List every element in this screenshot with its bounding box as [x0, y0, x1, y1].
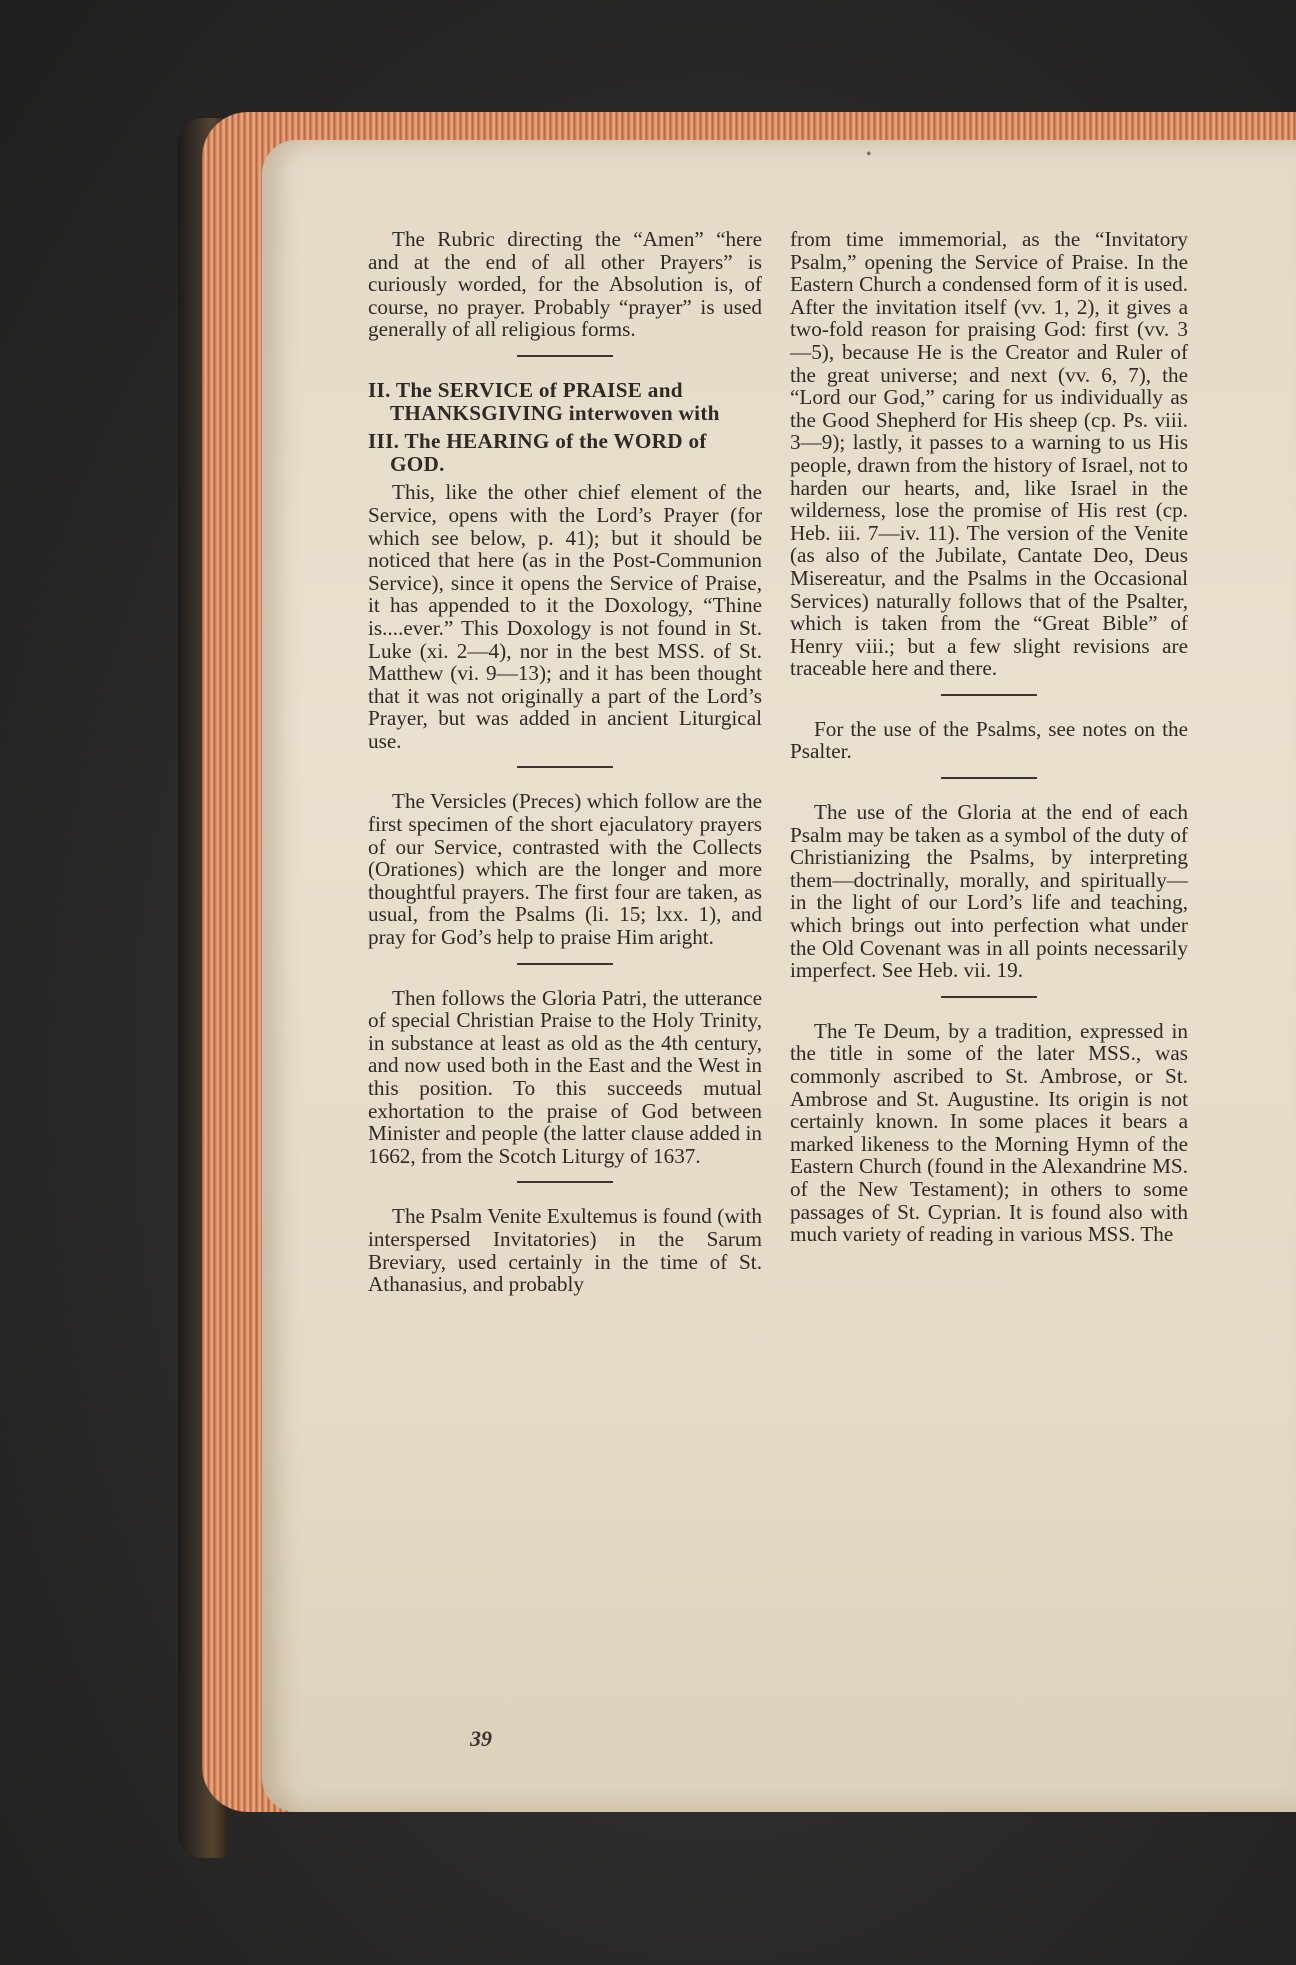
page-number: 39 [470, 1726, 492, 1751]
paragraph-invitatory-psalm: from time immemorial, as the “Invitatory Psalm,” opening the Service of Praise. In the Eastern Church a condensed form of it is used. After the invitation itself (vv. 1, 2), it gives a two-fold reason for praising God: first (vv. 3—5), because He is the Creator and Ruler of the great universe; and next (vv. 6, 7), the “Lord our God,” caring for us individually as the Good Shepherd for His sheep (cp. Ps. viii. 3—9); lastly, it passes to a warning to us His people, drawn from the history of Israel, not to harden our hearts, and, like Israel in the wilderness, lose the promise of His rest (cp. Heb. iii. 7—iv. 11). The version of the Venite (as also of the Jubilate, Cantate Deo, Deus Misereatur, and the Psalms in the Occasional Services) naturally follows that of the Psalter, which is taken from the “Great Bible” of Henry viii.; but a few slight revisions are traceable here and there. [790, 227, 1188, 681]
right-column [790, 228, 1188, 1254]
section-divider [941, 777, 1037, 779]
paragraph-venite: The Psalm Venite Exultemus is found (with interspersed Invitatories) in the Sarum Breviary, used certainly in the time of St. Athanasius, and probably [368, 1204, 762, 1297]
section-divider [517, 355, 613, 357]
left-column [368, 228, 762, 1304]
section-divider [517, 963, 613, 965]
section-divider [941, 694, 1037, 696]
heading-service-of-praise: II. The SERVICE of PRAISE and THANKSGIVING interwoven with [368, 377, 720, 425]
heading-hearing-of-word: III. The HEARING of the WORD of GOD. [368, 429, 707, 476]
section-divider [517, 1181, 613, 1183]
paragraph-versicles: The Versicles (Preces) which follow are the first specimen of the short ejaculatory prayers of our Service, contrasted with the Collects (Orationes) which are the longer and more thoughtful prayers. The first four are taken, as usual, from the Psalms (li. 15; lxx. 1), and pray for God’s help to praise Him aright. [368, 789, 762, 950]
paragraph-rubric-amen: The Rubric directing the “Amen” “here and at the end of all other Prayers” is curiously worded, for the Absolution is, of course, no prayer. Probably “prayer” is used generally of all religious forms. [368, 227, 762, 342]
paragraph-te-deum: The Te Deum, by a tradition, expressed in the title in some of the later MSS., was commonly ascribed to St. Ambrose, or St. Ambrose and St. Augustine. Its origin is not certainly known. In some places it bears a marked likeness to the Morning Hymn of the Eastern Church (found in the Alexandrine MS. of the New Testament); in others to some passages of St. Cyprian. It is found also with much variety of reading in various MSS. The [790, 1018, 1188, 1247]
section-divider [517, 766, 613, 768]
paragraph-psalms-note: For the use of the Psalms, see notes on the Psalter. [790, 716, 1188, 764]
paragraph-gloria: The use of the Gloria at the end of each Psalm may be taken as a symbol of the duty of Christianizing the Psalms, by interpreting them—doctrinally, morally, and spiritually—in the light of our Lord’s life and teaching, which brings out into perfection what under the Old Covenant was in all points necessarily imperfect. See Heb. vii. 19. [790, 800, 1188, 983]
paragraph-gloria-patri: Then follows the Gloria Patri, the utterance of special Christian Praise to the Holy Trinity, in substance at least as old as the 4th century, and now used both in the East and the West in this position. To this succeeds mutual exhortation to the praise of God between Minister and people (the latter clause added in 1662, from the Scotch Liturgy of 1637. [368, 985, 762, 1168]
top-mark: • [866, 146, 872, 163]
paragraph-lords-prayer: This, like the other chief element of the Service, opens with the Lord’s Prayer (for which see below, p. 41); but it should be noticed that here (as in the Post-Communion Service), since it opens the Service of Praise, it has appended to it the Doxology, “Thine is....ever.” This Doxology is not found in St. Luke (xi. 2—4), nor in the best MSS. of St. Matthew (vi. 9—13); and it has been thought that it was not originally a part of the Lord’s Prayer, but was added in ancient Liturgical use. [368, 480, 762, 753]
section-divider [941, 996, 1037, 998]
